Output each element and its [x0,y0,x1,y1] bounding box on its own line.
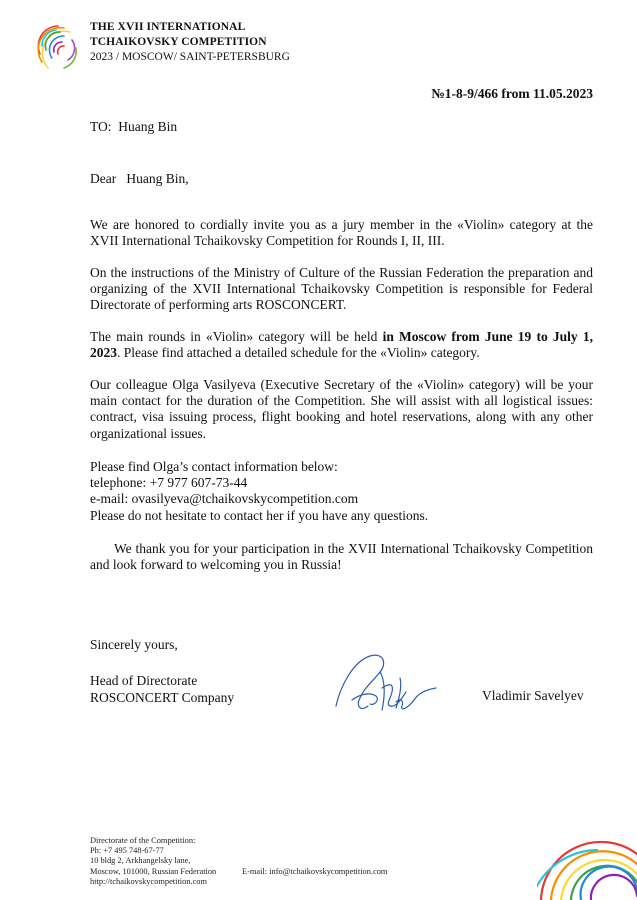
footer-phone: Ph: +7 495 748-67-77 [90,846,164,856]
footer-website: http://tchaikovskycompetition.com [90,876,208,886]
schedule-text-after: . Please find attached a detailed schedule for the «Violin» category. [117,345,480,361]
greeting: Dear Huang Bin, [90,171,189,186]
paragraph-contact-person: Our colleague Olga Vasilyeva (Executive Secretary of the «Violin» category) will be your main contact for the duration of the Competition. She will assist with all logistical issues: contract, visa issuing process, flight booking and hotel reservations, along with any other organizational issues. [90,377,593,441]
closing: Sincerely yours, [90,637,178,652]
contact-intro: Please find Olga’s contact information below: [90,459,338,474]
handwritten-signature [330,648,442,718]
role-line2: ROSCONCERT Company [90,690,235,705]
footer-city: Moscow, 101000, Russian Federation [90,866,217,876]
signer-name: Vladimir Savelyev [482,688,584,703]
org-title-line2: TCHAIKOVSKY COMPETITION [90,36,267,48]
paragraph-contact-info [90,459,593,524]
footer-email: E-mail: info@tchaikovskycompetition.com [242,867,388,876]
org-title-line1: THE XVII INTERNATIONAL [90,21,246,33]
contact-telephone: telephone: +7 977 607-73-44 [90,475,248,491]
reference-number: №1-8-9/466 from 11.05.2023 [431,86,593,101]
org-subtitle: 2023 / MOSCOW/ SAINT-PETERSBURG [90,51,290,63]
paragraph-invitation: We are honored to cordially invite you as a jury member in the «Violin» category at the XVII International Tchaikovsky Competition for Rounds I, II, III. [90,217,593,249]
footer-address [90,836,216,887]
contact-email: e-mail: ovasilyeva@tchaikovskycompetition.com [90,491,359,507]
schedule-dates: in Moscow from June 19 to July 1, 2023 [90,329,593,361]
signer-role [90,672,234,706]
footer-street: 10 bldg 2, Arkhangelsky lane, [90,856,191,866]
paragraph-ministry: On the instructions of the Ministry of Culture of the Russian Federation the preparation and organizing of the XVII International Tchaikovsky Competition is responsible for Federal Directorate of performing arts ROSCONCERT. [90,265,593,313]
recipient-line: TO: Huang Bin [90,119,178,134]
spiral-arcs-logo-icon [34,20,82,72]
decorative-arcs-icon [537,820,637,900]
footer-line1: Directorate of the Competition: [90,836,196,845]
organization-header [90,20,290,65]
role-line1: Head of Directorate [90,673,198,688]
contact-closing: Please do not hesitate to contact her if you have any questions. [90,507,429,523]
schedule-text-before: The main rounds in «Violin» category will be held [90,329,383,344]
paragraph-thanks: We thank you for your participation in the XVII International Tchaikovsky Competition and look forward to welcoming you in Russia! [90,541,593,573]
paragraph-schedule [90,329,593,361]
